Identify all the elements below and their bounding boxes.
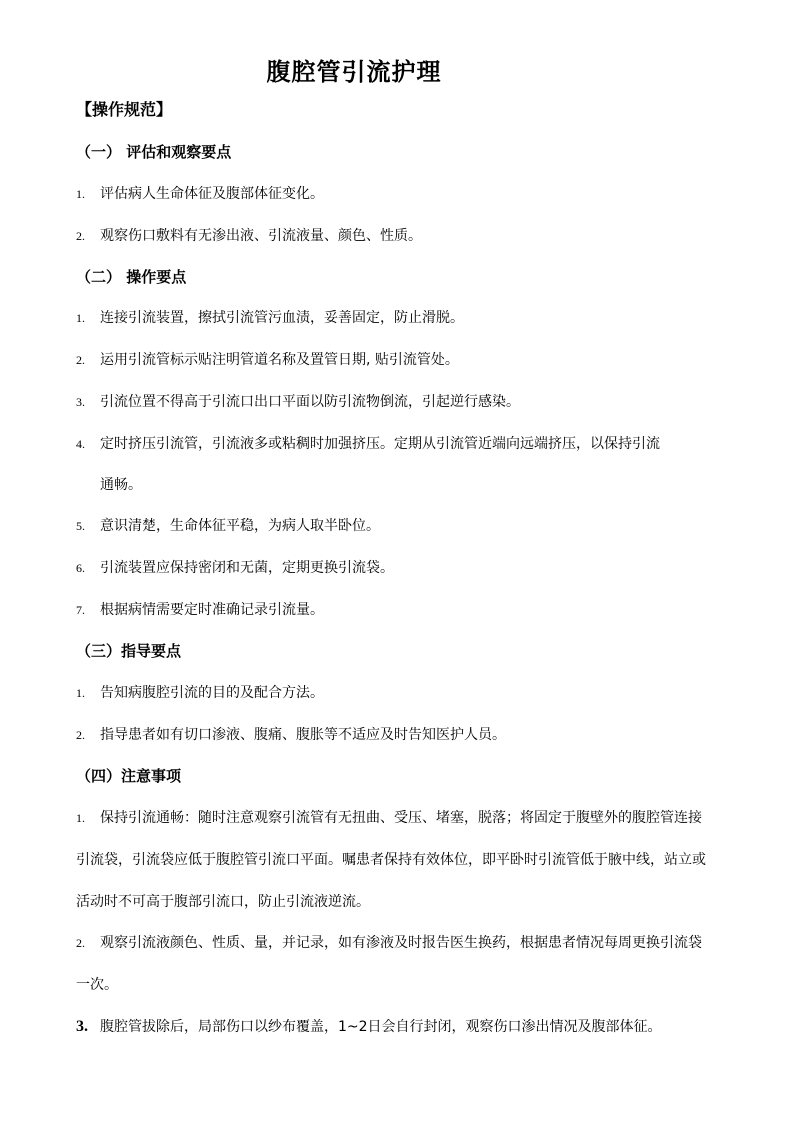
list-item-continuation: 一次。 [76, 977, 118, 993]
list-item [76, 808, 702, 828]
item-text: 评估病人生命体征及腹部体征变化。 [100, 186, 324, 202]
item-text: 指导患者如有切口渗液、腹痛、腹胀等不适应及时告知医护人员。 [100, 727, 506, 743]
list-item [76, 1017, 662, 1037]
list-item [76, 308, 464, 328]
item-number: 1. [76, 187, 85, 201]
item-text: 观察伤口敷料有无渗出液、引流液量、颜色、性质。 [100, 228, 422, 244]
list-item [76, 350, 459, 370]
item-number: 2. [76, 936, 85, 950]
item-text: 保持引流通畅：随时注意观察引流管有无扭曲、受压、堵塞，脱落；将固定于腹壁外的腹腔管连接 [100, 810, 702, 826]
section-heading-3: （三）指导要点 [76, 642, 182, 660]
list-item-continuation: 通畅。 [100, 477, 142, 493]
item-text: 意识清楚，生命体征平稳，为病人取半卧位。 [100, 518, 380, 534]
operation-heading: 【操作规范】 [76, 100, 173, 119]
item-text: 运用引流管标示贴注明管道名称及置管日期, 贴引流管处。 [100, 352, 459, 368]
item-number: 1. [76, 311, 85, 325]
list-item [76, 725, 506, 745]
item-number: 3. [76, 395, 85, 409]
item-text: 引流位置不得高于引流口出口平面以防引流物倒流，引起逆行感染。 [100, 394, 520, 410]
item-number: 7. [76, 603, 85, 617]
item-text: 引流装置应保持密闭和无菌，定期更换引流袋。 [100, 560, 394, 576]
list-item [76, 184, 324, 204]
item-number: 1. [76, 686, 85, 700]
section-heading-2: （二） 操作要点 [76, 268, 187, 286]
item-number: 5. [76, 519, 85, 533]
page-title: 腹腔管引流护理 [266, 58, 442, 86]
list-item [76, 434, 660, 454]
section-heading-1: （一） 评估和观察要点 [76, 143, 232, 161]
list-item-continuation: 活动时不可高于腹部引流口，防止引流液逆流。 [76, 894, 370, 910]
item-text: 腹腔管拔除后，局部伤口以纱布覆盖，1~2日会自行封闭，观察伤口渗出情况及腹部体征。 [100, 1019, 662, 1035]
item-number: 1. [76, 811, 85, 825]
section-heading-4: （四）注意事项 [76, 767, 182, 785]
item-number: 6. [76, 561, 85, 575]
item-text: 根据病情需要定时准确记录引流量。 [100, 602, 324, 618]
list-item [76, 558, 394, 578]
item-text: 连接引流装置，擦拭引流管污血渍，妥善固定，防止滑脱。 [100, 310, 464, 326]
item-number: 4. [76, 437, 85, 451]
list-item [76, 226, 422, 246]
item-text: 观察引流液颜色、性质、量，并记录，如有渗液及时报告医生换药，根据患者情况每周更换引流袋 [100, 935, 702, 951]
item-number: 2. [76, 229, 85, 243]
list-item [76, 392, 520, 412]
item-text: 告知病腹腔引流的目的及配合方法。 [100, 685, 324, 701]
list-item [76, 933, 702, 953]
list-item-continuation: 引流袋，引流袋应低于腹腔管引流口平面。嘱患者保持有效体位，即平卧时引流管低于腋中线，站立或 [76, 852, 706, 868]
list-item [76, 516, 380, 536]
list-item [76, 683, 324, 703]
item-text: 定时挤压引流管，引流液多或粘稠时加强挤压。定期从引流管近端向远端挤压，以保持引流 [100, 436, 660, 452]
item-number: 2. [76, 728, 85, 742]
item-number: 3. [76, 1018, 88, 1035]
item-number: 2. [76, 353, 85, 367]
list-item [76, 600, 324, 620]
